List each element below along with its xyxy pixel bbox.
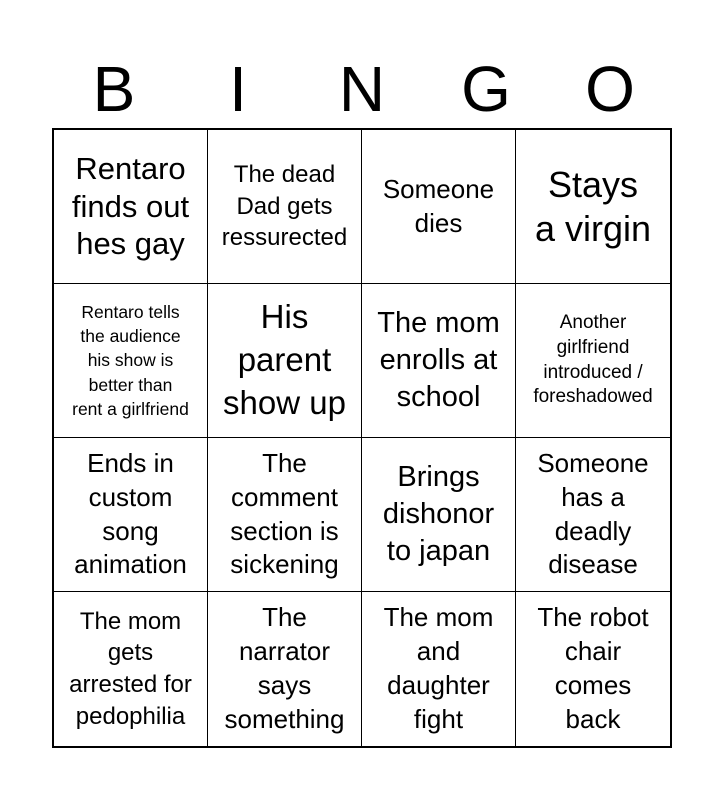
bingo-cell[interactable] [516, 438, 670, 592]
cell-line: The mom [377, 306, 500, 339]
cell-line: comes [554, 670, 632, 700]
header-letter-o: O [585, 53, 635, 125]
cell-line: school [396, 381, 481, 414]
cell-line: Stays [547, 163, 639, 205]
header-letter-i: I [229, 53, 247, 125]
cell-line: His [260, 298, 309, 336]
bingo-board [52, 128, 672, 748]
cell-line: fight [413, 703, 464, 734]
cell-line: hes gay [76, 226, 185, 262]
cell-line: Ends in [87, 447, 174, 478]
cell-line: Another [559, 312, 627, 334]
bingo-cell[interactable] [208, 130, 362, 284]
cell-line: narrator [238, 636, 331, 667]
cell-line: finds out [71, 188, 190, 224]
cell-line: Someone [537, 447, 649, 478]
bingo-cell[interactable] [362, 130, 516, 284]
cell-line: custom [88, 481, 173, 512]
header-letter-n: N [338, 53, 386, 125]
cell-line: rent a girlfriend [72, 398, 189, 419]
bingo-cell[interactable] [208, 284, 362, 438]
cell-line: gets [107, 639, 154, 667]
cell-line: better than [88, 374, 173, 395]
cell-line: animation [74, 549, 187, 580]
bingo-cell[interactable] [208, 592, 362, 746]
bingo-cell[interactable] [516, 592, 670, 746]
cell-line: a virgin [534, 207, 652, 249]
cell-line: foreshadowed [533, 386, 653, 408]
bingo-cell[interactable] [208, 438, 362, 592]
cell-line: Dad gets [236, 192, 333, 220]
cell-line: The mom [383, 602, 494, 633]
header-letter-g: G [461, 53, 511, 125]
cell-line: chair [564, 636, 622, 667]
cell-line: arrested for [69, 671, 192, 698]
bingo-cell[interactable] [362, 438, 516, 592]
cell-line: says [257, 670, 312, 700]
cell-line: section is [230, 515, 339, 546]
cell-line: Rentaro tells [81, 302, 180, 323]
cell-line: enrolls at [379, 343, 498, 376]
cell-line: dies [414, 207, 463, 238]
cell-line: the audience [80, 326, 181, 347]
cell-line: deadly [554, 515, 632, 546]
cell-line: The robot [537, 602, 649, 633]
cell-line: dishonor [382, 497, 495, 530]
cell-line: The mom [79, 607, 182, 635]
cell-line: Brings [397, 460, 480, 493]
bingo-cell[interactable] [362, 284, 516, 438]
cell-line: The dead [233, 160, 336, 188]
cell-line: daughter [387, 670, 490, 700]
cell-line: has a [561, 481, 625, 512]
bingo-cell[interactable] [54, 130, 208, 284]
bingo-cell[interactable] [54, 438, 208, 592]
cell-line: ressurected [221, 224, 348, 252]
cell-line: pedophilia [75, 702, 186, 730]
cell-line: show up [223, 383, 346, 421]
cell-line: back [565, 703, 621, 734]
bingo-cell[interactable] [516, 284, 670, 438]
cell-line: sickening [230, 549, 339, 580]
bingo-cell[interactable] [362, 592, 516, 746]
cell-line: and [416, 636, 461, 667]
cell-line: Rentaro [75, 150, 186, 186]
cell-line: girlfriend [556, 336, 630, 358]
cell-line: parent [237, 341, 332, 379]
cell-line: introduced / [543, 361, 643, 383]
cell-line: song [102, 515, 159, 546]
cell-line: disease [548, 549, 638, 580]
bingo-header [52, 50, 672, 128]
cell-line: to japan [386, 535, 491, 568]
cell-line: his show is [87, 350, 174, 371]
header-letter-b: B [92, 53, 136, 125]
cell-line: something [224, 703, 345, 734]
bingo-cell[interactable] [54, 284, 208, 438]
cell-line: comment [231, 481, 338, 512]
cell-line: Someone [382, 173, 495, 204]
cell-line: The [262, 602, 307, 633]
bingo-cell[interactable] [54, 592, 208, 746]
bingo-cell[interactable] [516, 130, 670, 284]
cell-line: The [262, 447, 307, 478]
